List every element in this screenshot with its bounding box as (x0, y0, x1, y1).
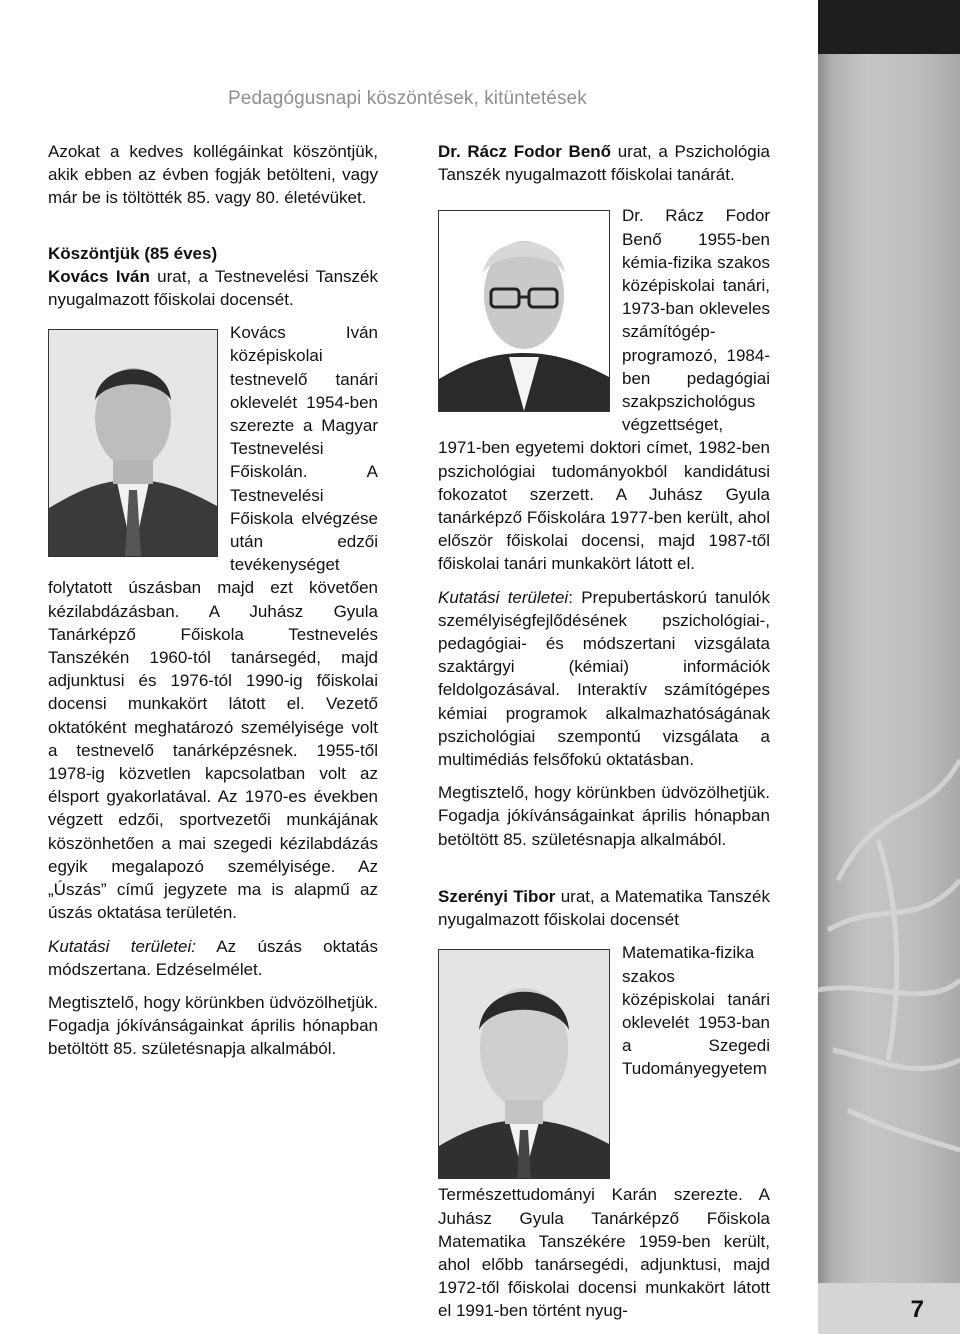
honoree-2-intro (438, 140, 770, 186)
honoree-1-title: urat, a Testnevelési Tanszék nyugalmazott főiskolai docensét. (48, 266, 378, 310)
honoree-3-name: Szerényi Tibor (438, 886, 556, 906)
sidebar-bottom-band (818, 1283, 960, 1334)
research-text-2: : Prepubertáskorú tanulók személyiségfejlődésének pszichológiai-, pedagógiai- és módszertani vizsgálata szaktárgyi (kémiai) információk feldolgozásával. Interaktív számítógépes kémiai programok alkalmazhatóságának pszichológiai szempontú vizsgálata a multimédiás felsőfokú oktatásban. (438, 587, 770, 770)
right-column (438, 140, 770, 1333)
honoree-1-intro (48, 265, 378, 311)
honoree-3-bio: Matematika-fizika szakos középiskolai tanári oklevelét 1953-ban a Szegedi Tudományegyetem Természettudományi Karán szerezte. A Juhász Gyula Tanárképző Főiskola Matematika Tanszékére 1959-ben került, ahol előbb tanársegédi, adjunktusi, majd 1972-től főiskolai docensi munkakört látott el 1991-ben történt nyug- (438, 943, 770, 1321)
honoree-2-research (438, 586, 770, 772)
page-header: Pedagógusnapi köszöntések, kitüntetések (228, 88, 587, 109)
portrait-racz-fodor-beno (438, 210, 610, 412)
honoree-1-bio: Kovács Iván középiskolai testnevelő tanári oklevelét 1954-ben szerezte a Magyar Testnevelési Főiskolán. A Testnevelési Főiskola elvégzése után edzői tevékenységet folytatott úszásban majd ezt követően kézilabdázásban. A Juhász Gyula Tanárképző Főiskola Testnevelés Tanszékén 1960-tól tanársegéd, majd adjunktusi és 1976-tól 1990-ig főiskolai docensi munkakört látott el. Vezető oktatóként meghatározó személyisége volt a testnevelő tanárképzésnek. 1955-től 1978-ig közvetlen kapcsolatban volt az élsport gyakorlatával. Az 1970-es években végzett edzői, sportvezetői munkájának köszönhetően a mai szegedi kézilabdázás egyik megalapozó személyisége. Az „Úszás” című jegyzete ma is alapmű az úszás oktatása területén. (48, 323, 378, 923)
honoree-3-title: urat, a Matematika Tanszék nyugalmazott főiskolai docensét (438, 886, 770, 930)
honoree-1-research (48, 935, 378, 981)
honoree-3-bio-block (438, 941, 770, 1322)
honoree-2-title: urat, a Pszichológia Tanszék nyugalmazott főiskolai tanárát. (438, 142, 770, 185)
honoree-2-name: Dr. Rácz Fodor Benő (438, 142, 612, 161)
research-text-1: Az úszás oktatás módszertana. Edzéselmélet. (48, 936, 378, 979)
honoree-3-intro (438, 885, 770, 931)
honoree-1-name: Kovács Iván (48, 266, 150, 286)
portrait-kovacs-ivan (48, 329, 218, 557)
honoree-2-bio-block (438, 196, 770, 575)
portrait-szerenyi-tibor (438, 949, 610, 1179)
page-number: 7 (910, 1296, 924, 1323)
honoree-1-bio-block (48, 321, 378, 924)
research-label-2: Kutatási területei (438, 587, 569, 607)
honoree-1-closing: Megtisztelő, hogy körünkben üdvözölhetjük. Fogadja jókívánságainkat április hónapban betöltött 85. születésnapja alkalmából. (48, 992, 378, 1059)
research-label-1: Kutatási területei: (48, 936, 196, 956)
decorative-sidebar (818, 0, 960, 1334)
honoree-2-bio: Dr. Rácz Fodor Benő 1955-ben kémia-fizika szakos középiskolai tanári, 1973-ban okleveles számítógép-programozó, 1984-ben pedagógiai szakpszichológus végzettséget, 1971-ben egyetemi doktori címet, 1982-ben pszichológiai tudományokból kandidátusi fokozatot szerzett. A Juhász Gyula tanárképző Főiskolára 1977-ben került, ahol először főiskolai docensi, majd 1987-től főiskolai tanári munkakört látott el. (438, 206, 770, 574)
honoree-2-closing: Megtisztelő, hogy körünkben üdvözölhetjük. Fogadja jókívánságainkat április hónapban betöltött 85. születésnapja alkalmából. (438, 783, 770, 849)
left-column (48, 140, 378, 1071)
greeting-heading: Köszöntjük (85 éves) (48, 243, 218, 263)
intro-paragraph: Azokat a kedves kollégáinkat köszöntjük, akik ebben az évben fogják betölteni, vagy már be is töltötték 85. vagy 80. életévüket. (48, 142, 378, 208)
ornament-watermark (818, 0, 960, 1334)
